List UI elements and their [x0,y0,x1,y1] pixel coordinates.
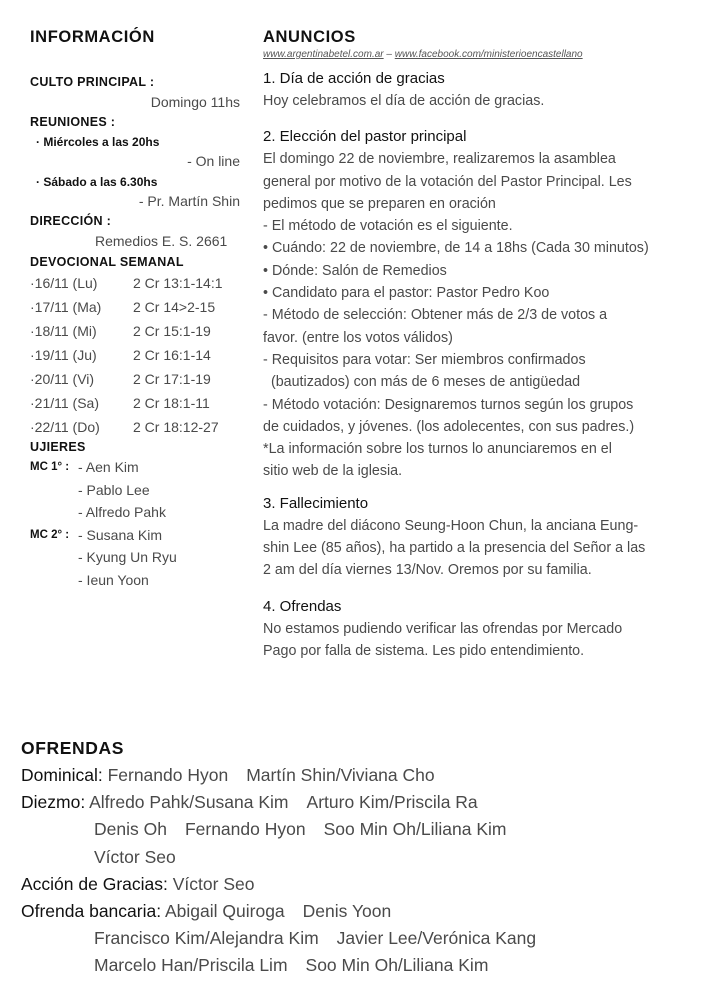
info-column [30,28,240,591]
devocional-day: ·18/11 (Mi) [30,323,97,339]
anuncio-item [263,596,699,663]
anuncio-body [263,618,699,663]
devocional-ref: 2 Cr 15:1-19 [133,323,211,339]
usher-name: - Aen Kim [78,459,139,476]
usher-row [30,479,240,502]
devocional-day: ·20/11 (Vi) [30,371,95,387]
anuncio-line: shin Lee (85 años), ha partido a la presencia del Señor a las [263,540,646,557]
ofrenda-name: Denis Yoon [302,901,392,922]
usher-name: - Susana Kim [78,526,163,543]
anuncio-line: - Requisitos para votar: Ser miembros confirmados [263,351,586,368]
anuncio-body [263,90,699,112]
usher-name: - Kyung Un Ryu [78,549,177,566]
anuncio-item [263,126,699,482]
sabado-item: · Sábado a las 6.30hs [36,175,158,189]
devocional-day: ·19/11 (Ju) [30,347,97,363]
ofrenda-name: Soo Min Oh/Liliana Kim [323,819,507,840]
usher-row [30,501,240,524]
ofrenda-name: Víctor Seo [172,873,255,894]
ujieres-list [30,456,240,591]
anuncio-item [263,68,699,112]
devocional-label: DEVOCIONAL SEMANAL [30,255,184,269]
usher-group-label: MC 2° : [30,528,70,541]
devocional-ref: 2 Cr 16:1-14 [133,347,211,363]
info-title: INFORMACIÓN [30,28,155,46]
links-separator: – [383,49,395,60]
anuncio-line: favor. (entre los votos válidos) [263,329,453,346]
devocional-row [30,415,240,439]
devocional-day: ·22/11 (Do) [30,419,100,435]
ofrenda-line [21,789,701,816]
ofrenda-line [21,952,701,979]
ofrendas-title: OFRENDAS [21,738,124,758]
anuncio-line: • Dónde: Salón de Remedios [263,262,447,279]
ofrenda-line [21,871,701,898]
anuncio-body [263,515,699,582]
ofrenda-name: Víctor Seo [94,846,176,867]
ofrenda-name: Martín Shin/Viviana Cho [246,765,435,785]
ofrenda-line [21,816,701,843]
devocional-row [30,295,240,319]
miercoles-item: · Miércoles a las 20hs [36,135,160,149]
anuncio-line: No estamos pudiendo verificar las ofrendas por Mercado [263,620,623,637]
direccion-label: DIRECCIÓN : [30,214,112,228]
anuncio-title: 2. Elección del pastor principal [263,128,467,146]
devocional-row [30,343,240,367]
anuncio-title: 1. Día de acción de gracias [263,70,445,87]
culto-label: CULTO PRINCIPAL : [30,75,155,89]
ofrenda-label: Acción de Gracias: [21,873,168,894]
devocional-ref: 2 Cr 18:12-27 [133,419,219,435]
anuncio-line: general por motivo de la votación del Pastor Principal. Les [263,173,632,190]
devocional-ref: 2 Cr 18:1-11 [133,395,210,411]
anuncio-line: - Método votación: Designaremos turnos según los grupos [263,396,634,413]
devocional-day: ·17/11 (Ma) [30,299,102,315]
usher-name: - Pablo Lee [78,481,150,498]
anuncios-column [263,28,699,662]
anuncios-links [263,49,699,60]
ofrenda-name: Javier Lee/Verónica Kang [336,928,537,949]
devocional-row [30,367,240,391]
ofrenda-name: Denis Oh [94,819,167,840]
usher-row [30,524,240,547]
anuncio-line: *La información sobre los turnos lo anunciaremos en el [263,441,612,458]
ofrenda-name: Arturo Kim/Priscila Ra [306,792,478,813]
devocional-day: ·21/11 (Sa) [30,395,99,411]
ofrenda-label: Diezmo: [21,792,86,813]
devocional-ref: 2 Cr 14>2-15 [133,299,216,315]
ofrenda-name: Fernando Hyon [184,819,306,840]
devocional-ref: 2 Cr 17:1-19 [133,371,211,387]
anuncio-line: El domingo 22 de noviembre, realizaremos la asamblea [263,151,616,168]
ofrenda-label: Dominical: [21,765,103,785]
anuncio-line: • Cuándo: 22 de noviembre, de 14 a 18hs (Cada 30 minutos) [263,240,649,257]
anuncio-line: - Método de selección: Obtener más de 2/3 de votos a [263,307,608,324]
usher-row [30,569,240,592]
anuncio-line: • Candidato para el pastor: Pastor Pedro Koo [263,285,550,302]
anuncio-line: (bautizados) con más de 6 meses de antigüedad [263,374,581,391]
anuncio-line: La madre del diácono Seung-Hoon Chun, la anciana Eung- [263,517,639,534]
anuncios-list [263,68,699,662]
ofrendas-list [21,762,701,980]
usher-row [30,546,240,569]
anuncio-title: 3. Fallecimiento [263,494,369,512]
usher-name: - Alfredo Pahk [78,504,166,521]
website-link[interactable]: www.argentinabetel.com.ar [263,49,384,60]
ofrenda-name: Soo Min Oh/Liliana Kim [305,955,489,976]
devocional-row [30,271,240,295]
ofrenda-line [21,898,701,925]
ujieres-label: UJIERES [30,440,86,454]
facebook-link[interactable]: www.facebook.com/ministerioencastellano [394,49,583,60]
devocional-list [30,271,240,439]
sabado-detail: - Pr. Martín Shin [138,193,240,209]
ofrenda-line [21,762,701,789]
devocional-ref: 2 Cr 13:1-14:1 [133,275,223,291]
miercoles-detail: - On line [187,153,240,169]
culto-value: Domingo 11hs [150,94,240,110]
usher-name: - Ieun Yoon [78,571,149,588]
usher-group-label: MC 1° : [30,461,70,474]
ofrenda-name: Abigail Quiroga [165,901,285,922]
ofrenda-name: Francisco Kim/Alejandra Kim [94,928,319,949]
anuncio-line: Pago por falla de sistema. Les pido entendimiento. [263,642,585,659]
anuncio-line: sitio web de la iglesia. [263,463,403,480]
anuncio-line: - El método de votación es el siguiente. [263,218,513,235]
anuncio-line: Hoy celebramos el día de acción de gracias. [263,93,545,109]
reuniones-label: REUNIONES : [30,115,116,129]
ofrenda-name: Alfredo Pahk/Susana Kim [89,792,289,813]
devocional-row [30,319,240,343]
anuncio-line: 2 am del día viernes 13/Nov. Oremos por su familia. [263,562,592,579]
ofrendas-section [21,738,701,980]
direccion-value: Remedios E. S. 2661 [95,233,228,249]
ofrenda-name: Marcelo Han/Priscila Lim [94,955,288,976]
ofrenda-line [21,925,701,952]
anuncio-item [263,493,699,582]
anuncio-body [263,148,699,482]
usher-row [30,456,240,479]
anuncios-title: ANUNCIOS [263,28,356,46]
ofrenda-label: Ofrenda bancaria: [21,901,162,922]
devocional-row [30,391,240,415]
anuncio-line: pedimos que se preparen en oración [263,195,496,212]
devocional-day: ·16/11 (Lu) [30,275,98,291]
ofrenda-name: Fernando Hyon [107,765,229,785]
anuncio-title: 4. Ofrendas [263,597,342,615]
ofrenda-line [21,844,701,871]
anuncio-line: de cuidados, y jóvenes. (los adolecentes, con sus padres.) [263,418,635,435]
